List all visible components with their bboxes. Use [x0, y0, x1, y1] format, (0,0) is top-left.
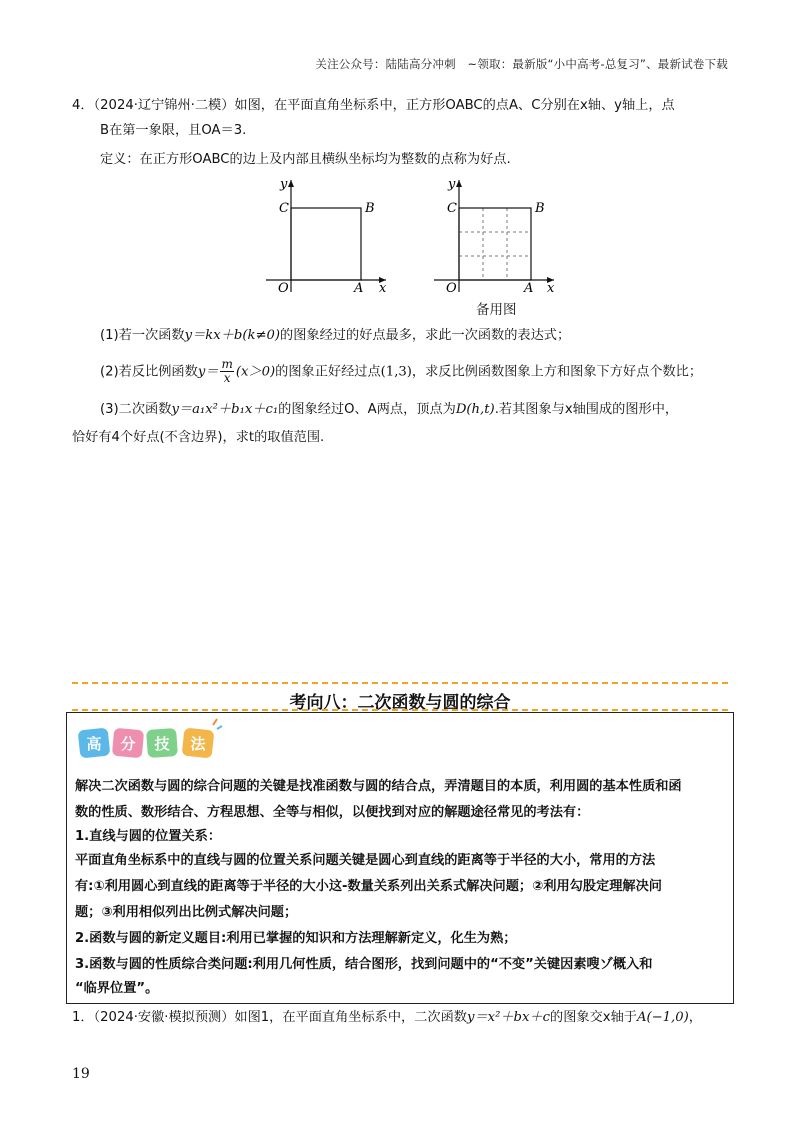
section-divider-top	[72, 682, 728, 684]
badge-ji	[145, 725, 179, 763]
label-o: O	[278, 281, 289, 296]
square-oabc	[459, 208, 531, 280]
fraction-m-over-x: $\frac{m}{x}$	[221, 357, 233, 385]
label-c: C	[279, 201, 289, 216]
svg-text:分: 分	[120, 735, 136, 753]
svg-text:法: 法	[190, 735, 206, 753]
label-o: O	[446, 281, 457, 296]
q4-sub2: (2)若反比例函数y＝ $\frac{m}{x}$ (x＞0)的图象正好经过点(1,3)，求反比例函数图象上方和图象下方好点个数比；	[100, 357, 703, 385]
tips-line-8: 3.函数与圆的性质综合类问题:利用几何性质，结合图形，找到问题中的“不变”关键因素嗖ゾ概入和	[75, 957, 653, 972]
q4-definition: 定义：在正方形OABC的边上及内部且横纵坐标均为整数的点称为好点.	[100, 152, 511, 167]
tips-line-2: 数的性质、数形结合、方程思想、全等与相似，以便找到对应的解题途径常见的考法有：	[75, 805, 590, 820]
label-x: x	[379, 281, 387, 296]
label-b: B	[365, 201, 375, 216]
section-divider-bottom	[72, 709, 728, 711]
q4-sub1: (1)若一次函数y＝kx＋b(k≠0)的图象经过的好点最多，求此一次函数的表达式；	[100, 328, 571, 343]
y-axis-arrow	[456, 180, 462, 187]
q4-line1: 4．（2024·辽宁锦州·二模）如图，在平面直角坐标系中，正方形OABC的点A、C分别在x轴、y轴上，点	[72, 98, 675, 113]
tips-line-4: 平面直角坐标系中的直线与圆的位置关系问题关键是圆心到直线的距离等于半径的大小，常用的方法	[75, 853, 656, 868]
label-a: A	[524, 281, 534, 296]
q4-sub3: (3)二次函数y＝a₁x²＋b₁x＋c₁的图象经过O、A两点，顶点为D(h,t).若其图象与x轴围成的图形中，	[100, 402, 679, 417]
label-x: x	[547, 281, 555, 296]
tips-line-5: 有:①利用圆心到直线的距离等于半径的大小这-数量关系列出关系式解决问题；②利用勾股定理解决问	[75, 879, 662, 894]
tips-line-6: 题；③利用相似列出比例式解决问题；	[75, 905, 298, 920]
section-title: 考向八：二次函数与圆的综合	[289, 693, 511, 713]
badge-fen	[111, 725, 145, 763]
grid-dashes	[459, 208, 531, 280]
tips-line-7: 2.函数与圆的新定义题目:利用已掌握的知识和方法理解新定义，化生为熟；	[75, 931, 517, 946]
svg-text:高: 高	[86, 735, 102, 753]
label-c: C	[447, 201, 457, 216]
page-number: 19	[72, 1066, 90, 1082]
label-a: A	[354, 281, 364, 296]
q4-sub3-line2: 恰好有4个好点(不含边界)，求t的取值范围.	[72, 430, 325, 445]
tips-line-1: 解决二次函数与圆的综合问题的关键是找准函数与圆的结合点，弄清题目的本质，利用圆的基本性质和函	[75, 779, 682, 794]
figure-backup	[430, 172, 560, 298]
tips-box	[66, 712, 734, 1004]
y-axis-arrow	[288, 180, 294, 187]
label-y: y	[280, 177, 288, 192]
q1-line1: 1．（2024·安徽·模拟预测）如图1，在平面直角坐标系中，二次函数y＝x²＋bx＋c的图象交x轴于A(−1,0)，	[72, 1010, 702, 1025]
figure-square	[262, 172, 392, 298]
square-oabc	[291, 208, 361, 280]
tips-line-9: “临界位置”。	[75, 981, 159, 996]
q4-line2: B在第一象限，且OA＝3.	[100, 123, 247, 138]
badge-gao	[77, 725, 111, 763]
badge-fa	[179, 717, 223, 765]
page-header: 关注公众号：陆陆高分冲刺 ~领取：最新版“小中高考-总复习”、最新试卷下载	[315, 57, 728, 71]
label-b: B	[535, 201, 545, 216]
svg-text:技: 技	[154, 735, 170, 753]
label-y: y	[448, 177, 456, 192]
figure-caption: 备用图	[476, 302, 517, 318]
tips-line-3: 1.直线与圆的位置关系：	[75, 829, 222, 844]
